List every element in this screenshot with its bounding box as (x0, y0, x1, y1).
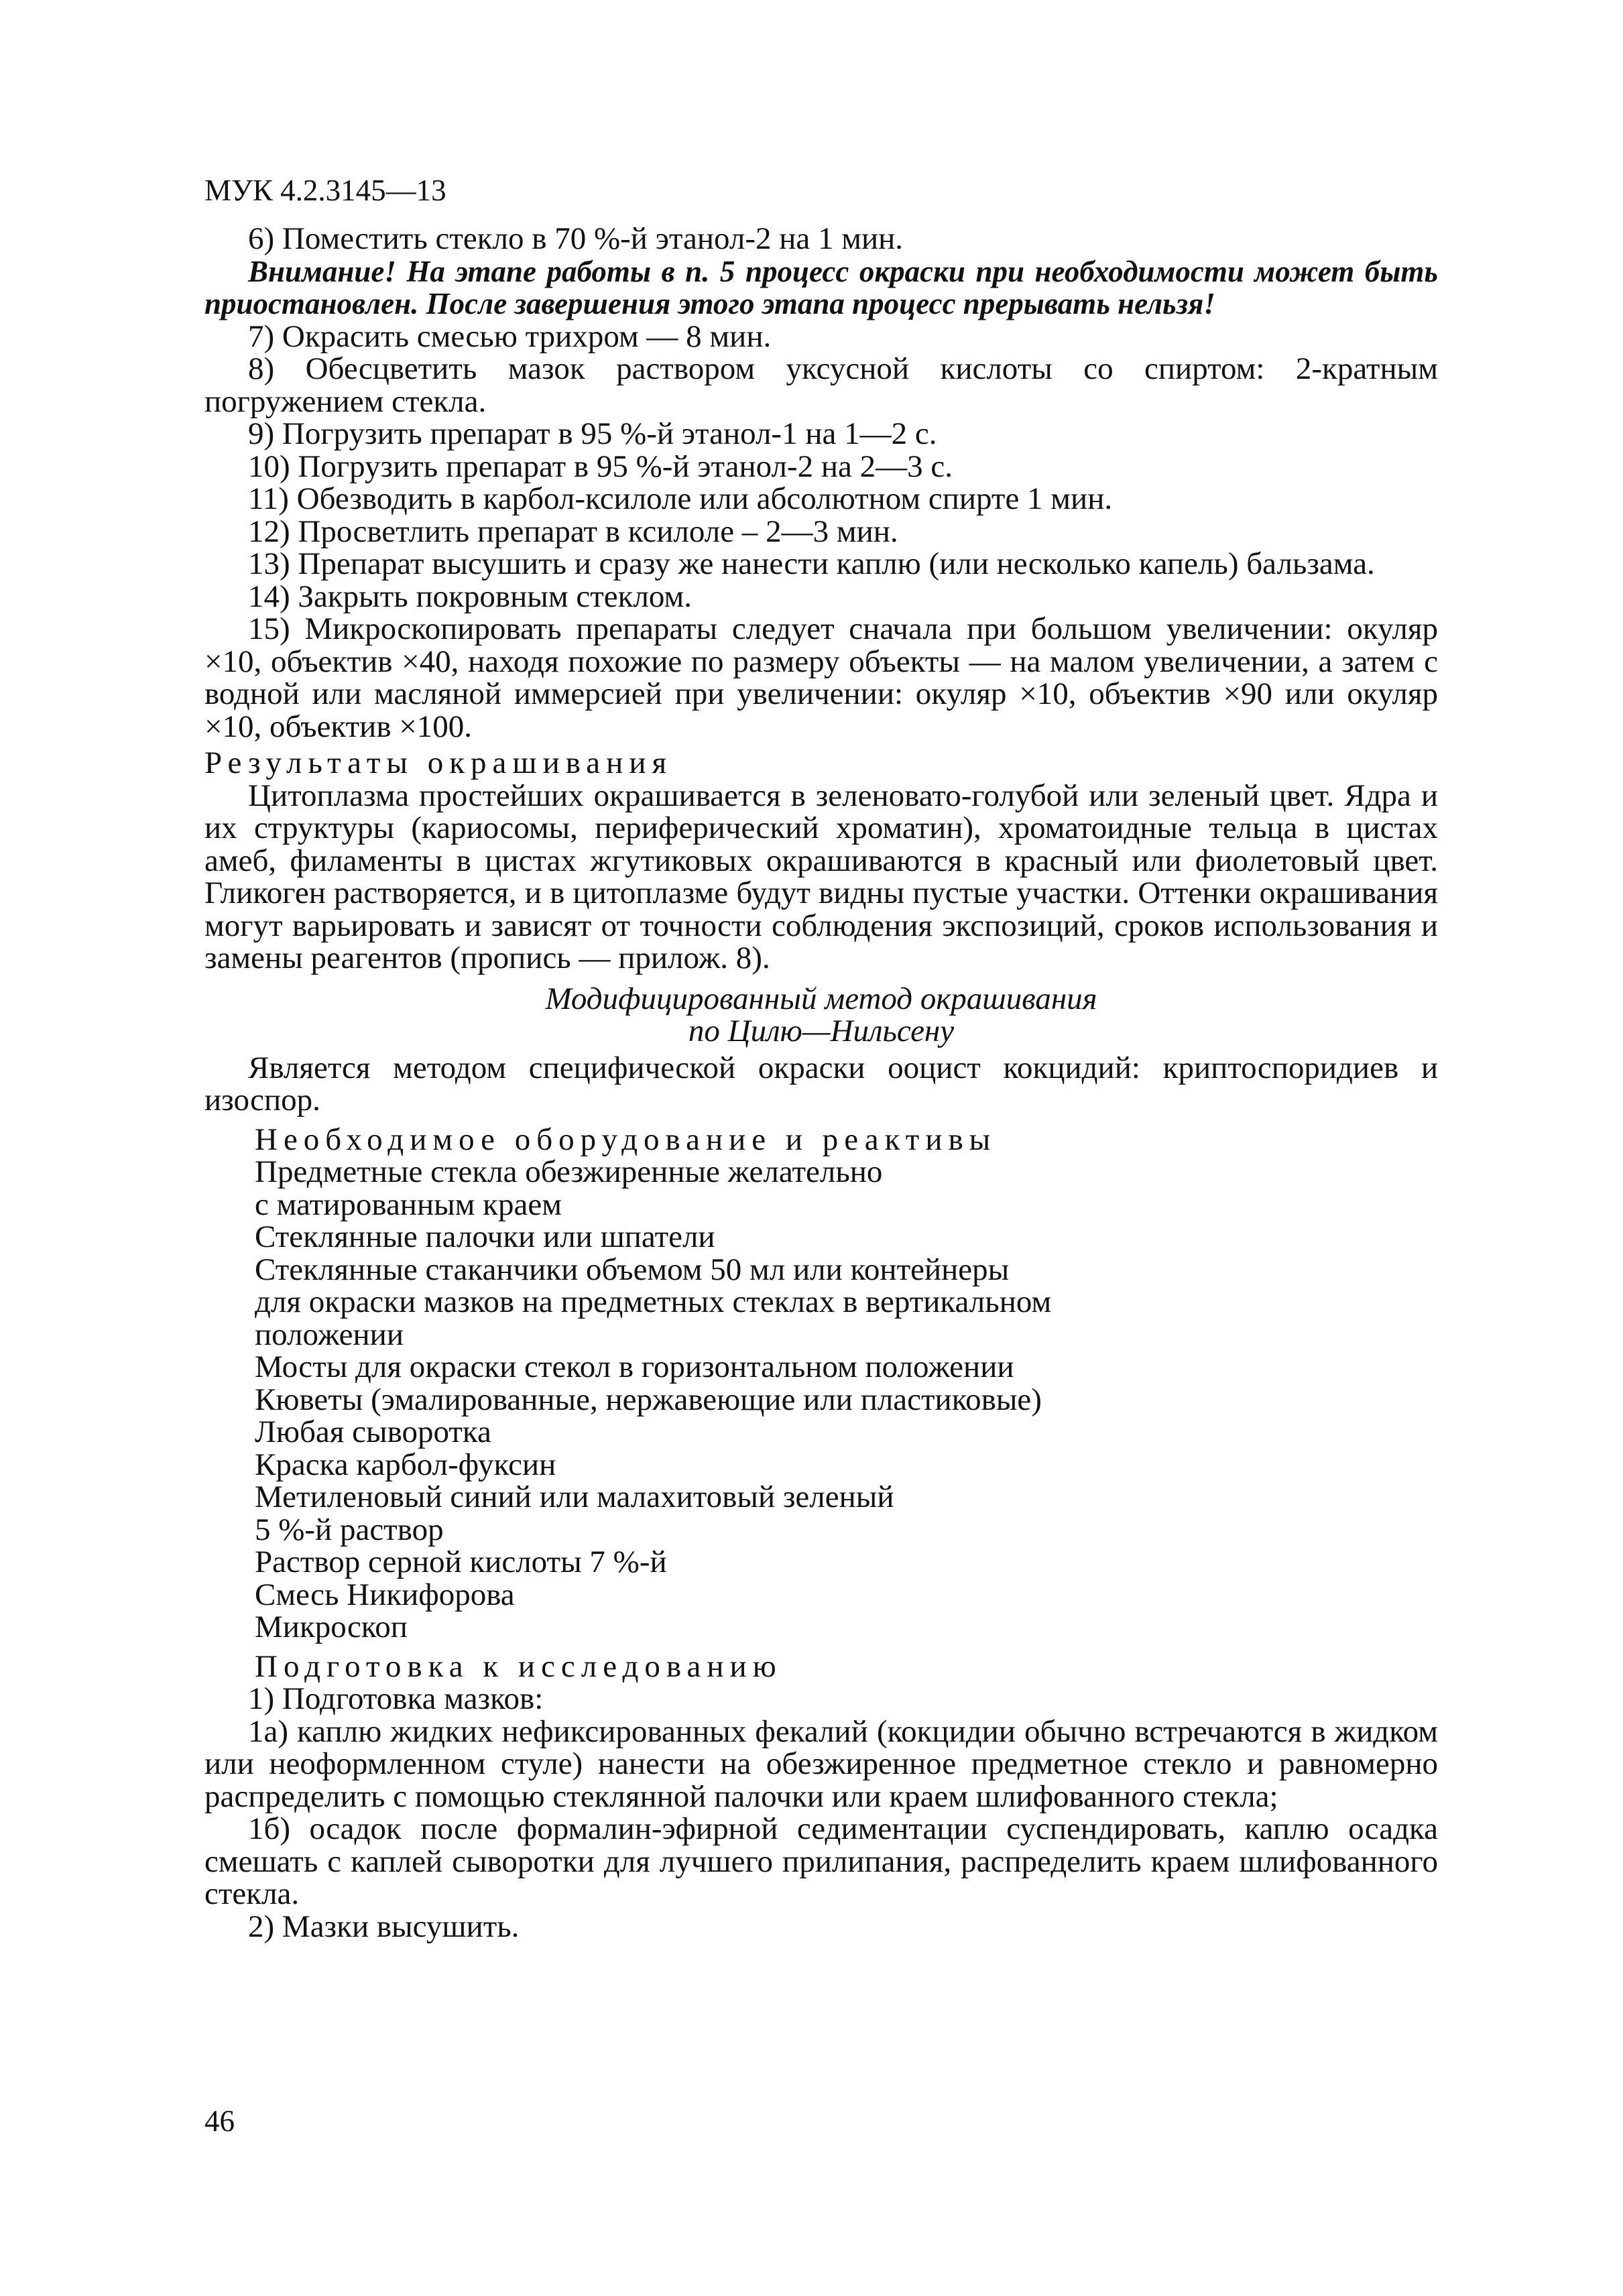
equipment-item: Мосты для окраски стекол в горизонтальном положении (255, 1349, 1014, 1384)
step-6: 6) Поместить стекло в 70 %-й этанол-2 на 1 мин. (248, 221, 904, 256)
equipment-item: для окраски мазков на предметных стеклах в вертикальном (255, 1284, 1052, 1319)
equipment-list (204, 1156, 1438, 1644)
equipment-item: Метиленовый синий или малахитовый зеленый (255, 1479, 894, 1514)
equipment-item: Кюветы (эмалированные, нержавеющие или пластиковые) (255, 1382, 1042, 1417)
page-body (204, 223, 1438, 1943)
equipment-item: Предметные стекла обезжиренные желательно (255, 1154, 883, 1189)
method-title-line-1: Модифицированный метод окрашивания (545, 981, 1097, 1016)
step-7: 7) Окрасить смесью трихром — 8 мин. (248, 318, 772, 354)
step-14: 14) Закрыть покровным стеклом. (248, 579, 692, 614)
prep-step-2: 2) Мазки высушить. (248, 1909, 520, 1944)
equipment-item: Микроскоп (255, 1610, 408, 1644)
equipment-item: 5 %-й раствор (255, 1512, 444, 1547)
equipment-item: с матированным краем (255, 1187, 562, 1222)
method-title-line-2: по Цилю—Нильсену (688, 1014, 955, 1048)
equipment-item: положении (255, 1317, 404, 1352)
results-heading: Результаты окрашивания (204, 745, 673, 780)
equipment-heading: Необходимое оборудование и реактивы (255, 1122, 997, 1157)
prep-step-1a: 1а) каплю жидких нефиксированных фекалий (кокцидии обычно встречаются в жидком или неоформленном стуле) нанести на обезжиренное предметное стекло и равномерно распределить с помощью стеклянной палочки или краем шлифованного стекла; (204, 1713, 1438, 1814)
step-12: 12) Просветлить препарат в ксилоле – 2—3 мин. (248, 513, 898, 549)
equipment-item: Стеклянные стаканчики объемом 50 мл или контейнеры (255, 1252, 1010, 1287)
step-15: 15) Микроскопировать препараты следует сначала при большом увеличении: окуляр ×10, объектив ×40, находя похожие по размеру объекты — на малом увеличении, а затем с водной или масляной иммерсией при увеличении: окуляр ×10, объектив ×90 или окуляр ×10, объектив ×100. (204, 611, 1438, 744)
step-8: 8) Обесцветить мазок раствором уксусной кислоты со спиртом: 2-кратным погружением стекла. (204, 351, 1438, 419)
equipment-item: Любая сыворотка (255, 1414, 491, 1449)
step-13: 13) Препарат высушить и сразу же нанести каплю (или несколько капель) бальзама. (248, 546, 1375, 581)
equipment-item: Смесь Никифорова (255, 1577, 515, 1612)
preparation-heading: Подготовка к исследованию (255, 1648, 782, 1684)
prep-step-1: 1) Подготовка мазков: (248, 1681, 544, 1716)
step-9: 9) Погрузить препарат в 95 %-й этанол-1 на 1—2 с. (248, 416, 937, 451)
step-11: 11) Обезводить в карбол-ксилоле или абсолютном спирте 1 мин. (248, 481, 1113, 516)
page-number: 46 (204, 2104, 235, 2138)
equipment-item: Стеклянные палочки или шпатели (255, 1219, 715, 1254)
results-text: Цитоплазма простейших окрашивается в зеленовато-голубой или зеленый цвет. Ядра и их структуры (кариосомы, периферический хроматин), хроматоидные тельца в цистах амеб, филаменты в цистах жгутиковых окрашиваются в красный или фиолетовый цвет. Гликоген растворяется, и в цитоплазме будут видны пустые участки. Оттенки окрашивания могут варьировать и зависят от точности соблюдения экспозиций, сроков использования и замены реагентов (пропись — прилож. 8). (204, 778, 1438, 975)
prep-step-1b: 1б) осадок после формалин-эфирной седиментации суспендировать, каплю осадка смешать с каплей сыворотки для лучшего прилипания, распределить краем шлифованного стекла. (204, 1811, 1438, 1911)
equipment-item: Раствор серной кислоты 7 %-й (255, 1545, 667, 1579)
document-code-header: МУК 4.2.3145—13 (204, 174, 446, 207)
method-intro: Является методом специфической окраски ооцист кокцидий: криптоспоридиев и изоспор. (204, 1050, 1438, 1117)
equipment-item: Краска карбол-фуксин (255, 1447, 556, 1482)
step-10: 10) Погрузить препарат в 95 %-й этанол-2 на 2—3 с. (248, 448, 953, 484)
warning-note: Внимание! На этапе работы в п. 5 процесс окраски при необходимости может быть приостановлен. После завершения этого этапа процесс прерывать нельзя! (204, 254, 1438, 320)
